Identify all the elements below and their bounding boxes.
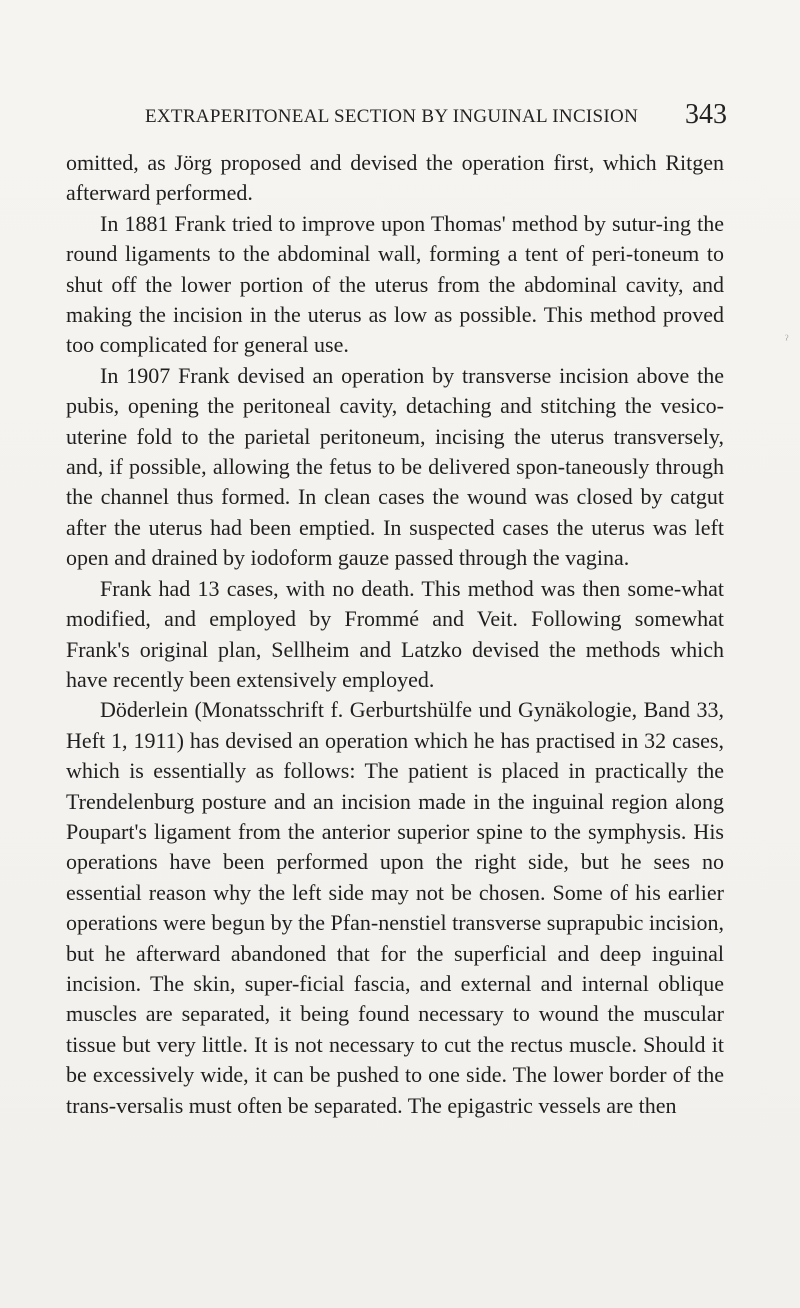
paragraph-2: In 1881 Frank tried to improve upon Thomas' method by sutur-ing the round ligaments to the abdominal wall, forming a tent of peri-toneum to shut off the lower portion of the uterus from the abdominal cavity, and making the incision in the uterus as low as possible. This method proved too complicated for general use. [66,210,724,358]
paragraph-5: Döderlein (Monatsschrift f. Gerburtshülfe und Gynäkologie, Band 33, Heft 1, 1911) has devised an operation which he has practised in 32 cases, which is essentially as follows: The patient is placed in practically the Trendelenburg posture and an incision made in the inguinal region along Poupart's ligament from the anterior superior spine to the symphysis. His operations have been performed upon the right side, but he sees no essential reason why the left side may not be chosen. Some of his earlier operations were begun by the Pfan-nenstiel transverse suprapubic incision, but he afterward abandoned that for the superficial and deep inguinal incision. The skin, super-ficial fascia, and external and internal oblique muscles are separated, it being found necessary to wound the muscular tissue but very little. It is not necessary to cut the rectus muscle. Should it be excessively wide, it can be pushed to one side. The lower border of the trans-versalis must often be separated. The epigastric vessels are then [66,697,724,1118]
running-head [145,100,727,134]
paragraph-3: In 1907 Frank devised an operation by transverse incision above the pubis, opening the peritoneal cavity, detaching and stitching the vesico-uterine fold to the parietal peritoneum, incising the uterus transversely, and, if possible, allowing the fetus to be delivered spon-taneously through the channel thus formed. In clean cases the wound was closed by catgut after the uterus had been emptied. In suspected cases the uterus was left open and drained by iodoform gauze passed through the vagina. [66,362,724,571]
page-number: 343 [685,99,727,130]
paragraph-1: omitted, as Jörg proposed and devised the operation first, which Ritgen afterward performed. [66,150,724,206]
margin-speck-icon: ˀ [785,333,789,348]
body-text [66,148,724,1121]
running-head-title: EXTRAPERITONEAL SECTION BY INGUINAL INCISION [145,106,639,127]
paragraph-4: Frank had 13 cases, with no death. This method was then some-what modified, and employed by Frommé and Veit. Following somewhat Frank's original plan, Sellheim and Latzko devised the methods which have recently been extensively employed. [66,575,724,692]
